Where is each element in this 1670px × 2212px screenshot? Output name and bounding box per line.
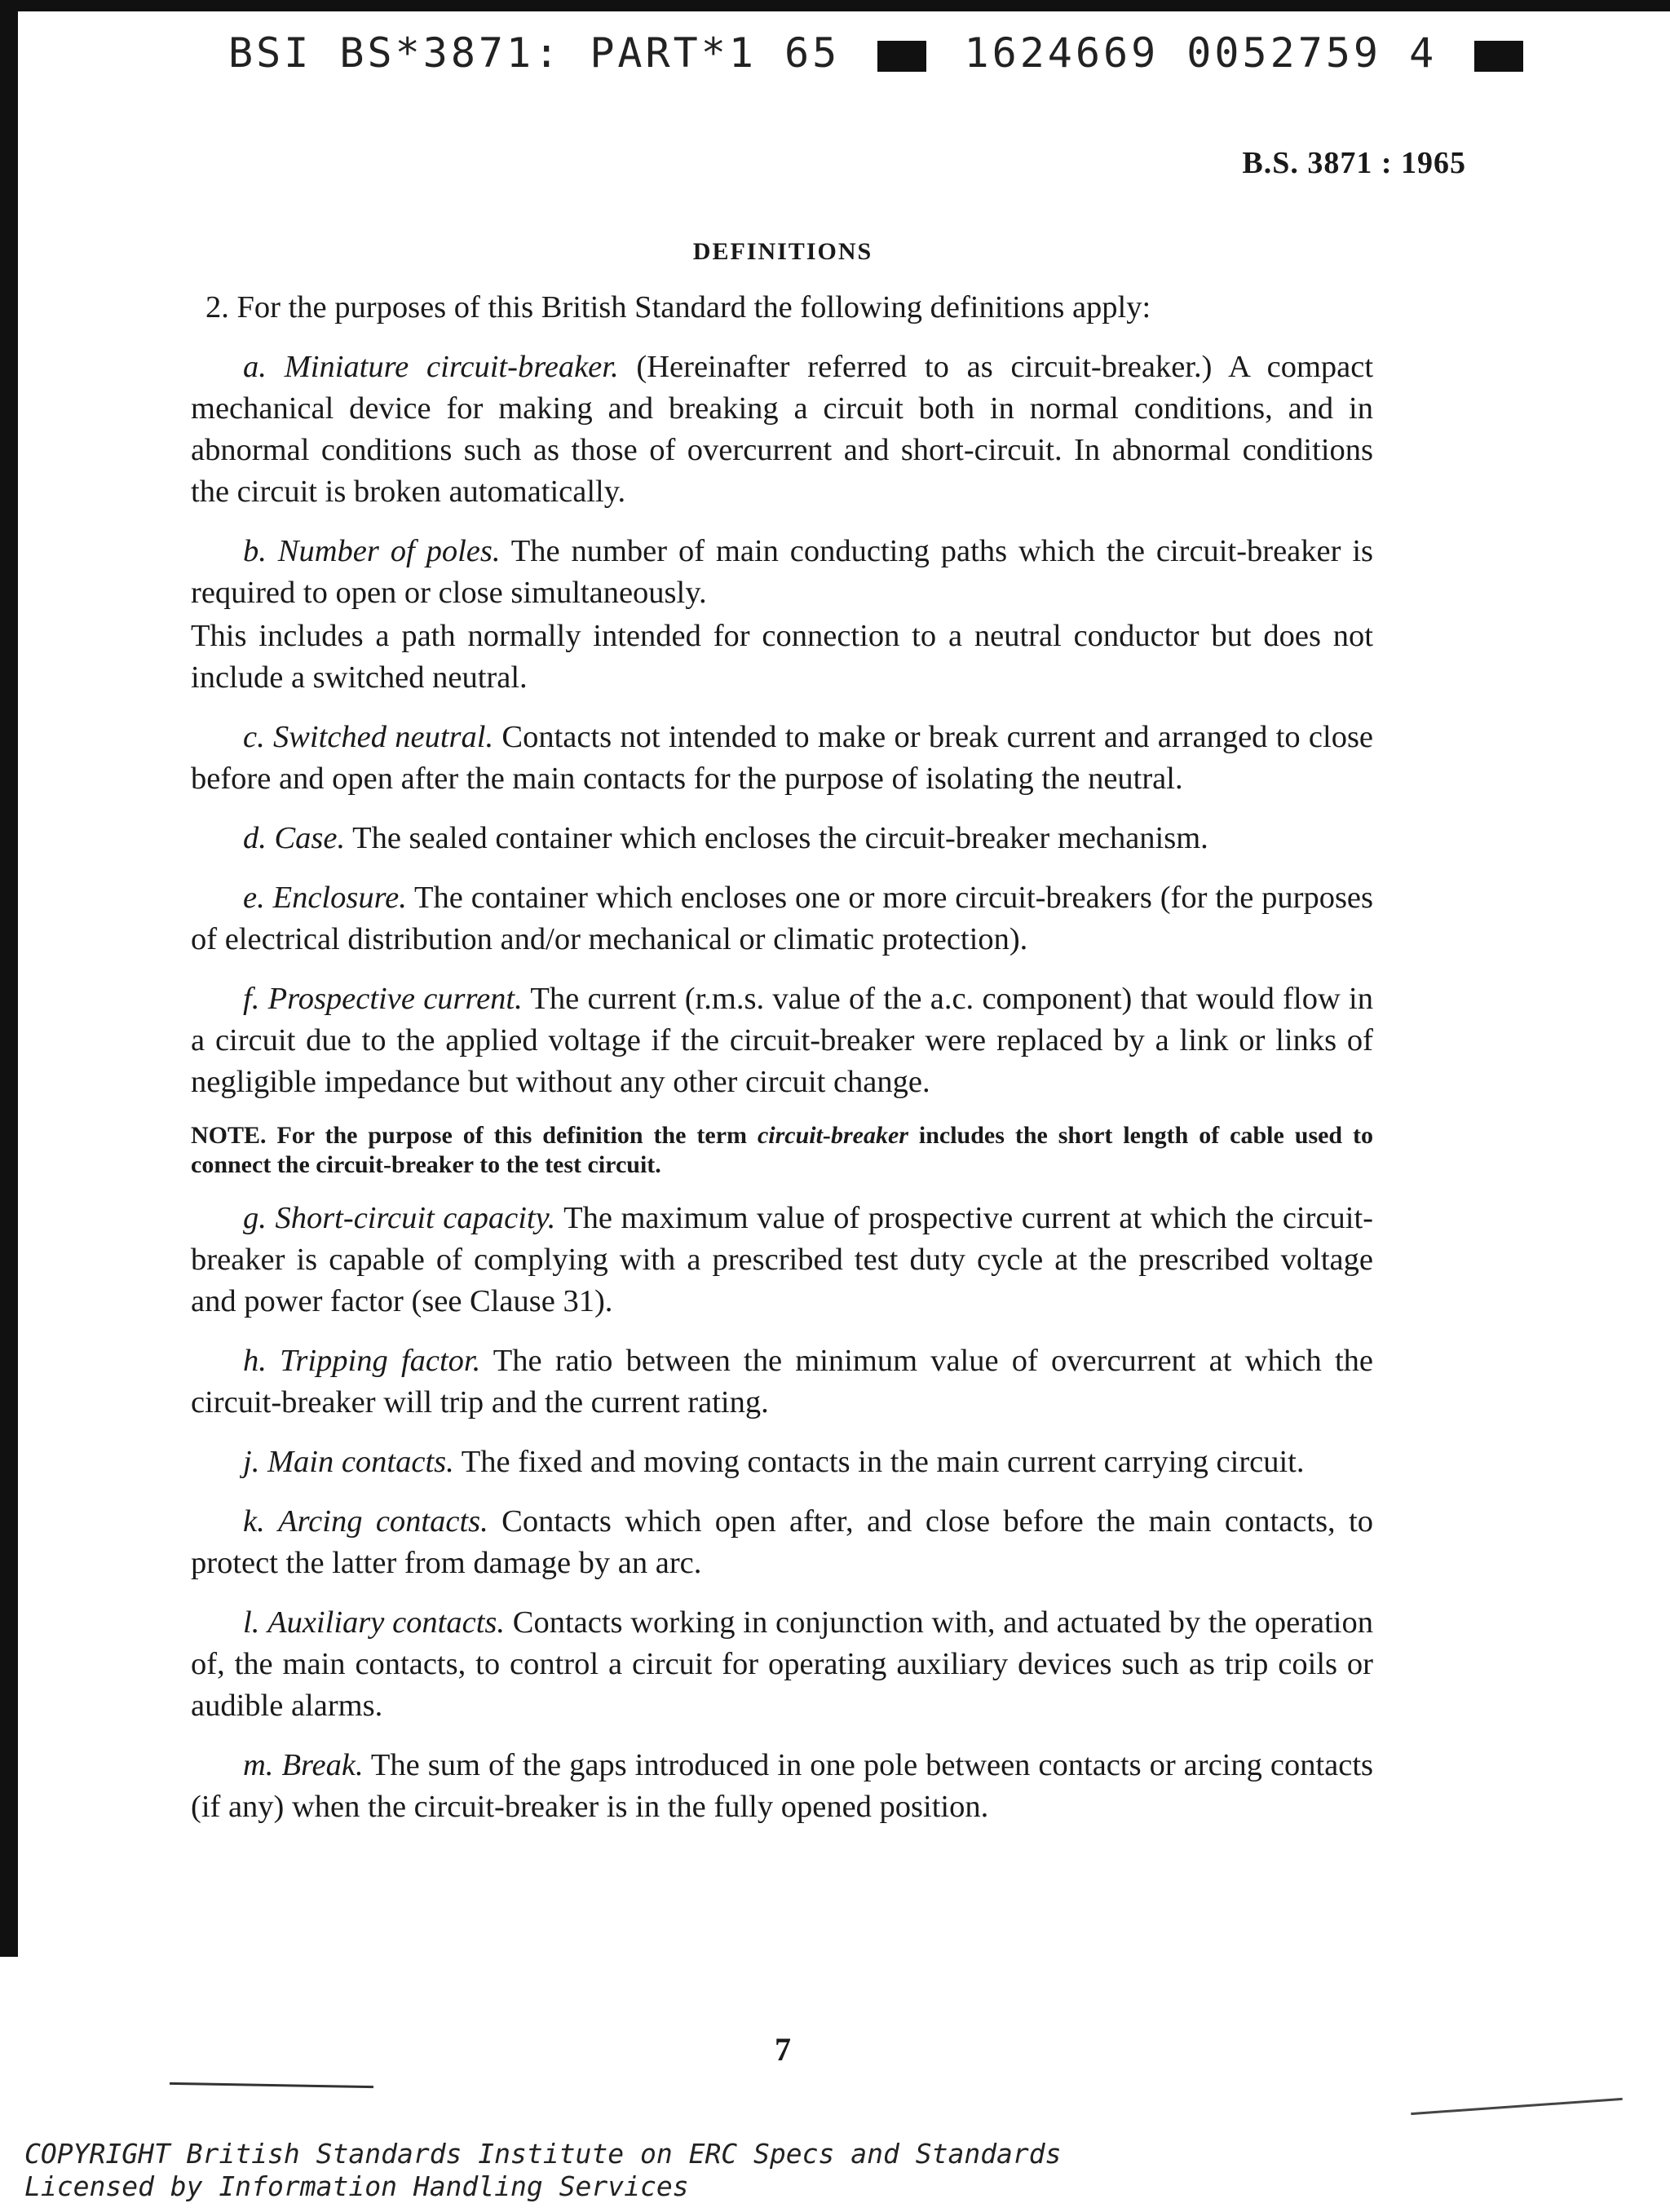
copyright-footer (24, 2138, 1062, 2203)
definition-term: Switched neutral. (273, 720, 494, 754)
definition-term: Main contacts. (267, 1445, 454, 1479)
definition-term: Prospective current. (267, 982, 523, 1016)
scan-mark (170, 2082, 373, 2088)
definition-g (191, 1198, 1373, 1322)
intro-paragraph: 2. For the purposes of this British Standard the following definitions apply: (205, 290, 1151, 325)
definition-b (191, 531, 1373, 614)
definition-term: Arcing contacts. (278, 1504, 488, 1539)
section-title: DEFINITIONS (692, 238, 873, 265)
definition-text: The maximum value of prospective current at which the circuit-breaker is capable of complying with a prescribed test duty cycle at the prescribed voltage and power factor (see Clause 31). (191, 1201, 1373, 1318)
footer-line-2: Licensed by Information Handling Services (24, 2170, 689, 2202)
definition-letter: d. (243, 821, 267, 855)
definition-l (191, 1602, 1373, 1727)
definition-text: The sum of the gaps introduced in one pole between contacts or arcing contacts (if any) when the circuit-breaker is in the fully opened position. (191, 1748, 1374, 1824)
definition-c (191, 717, 1373, 800)
definition-text: The sealed container which encloses the circuit-breaker mechanism. (352, 821, 1208, 855)
definition-letter: a. (243, 350, 267, 384)
definition-letter: k. (243, 1504, 265, 1539)
document-code-header (228, 29, 1533, 77)
definition-term: Auxiliary contacts. (267, 1605, 506, 1640)
note-label: NOTE. (191, 1122, 267, 1149)
note-text-before: For the purpose of this definition the term (276, 1122, 748, 1149)
definition-term: Short-circuit capacity. (275, 1201, 556, 1235)
definition-letter: g. (243, 1201, 267, 1235)
definition-m (191, 1745, 1373, 1828)
definition-letter: m. (243, 1748, 274, 1782)
scan-edge-bar (0, 0, 18, 1957)
footer-line-1: COPYRIGHT British Standards Institute on ERC Specs and Standards (24, 2138, 1062, 2170)
definition-letter: b. (243, 534, 267, 568)
definition-f (191, 978, 1373, 1103)
definition-h (191, 1340, 1373, 1424)
definition-text: The fixed and moving contacts in the main current carrying circuit. (461, 1445, 1305, 1479)
definition-j (191, 1442, 1373, 1483)
definition-text: Contacts working in conjunction with, and actuated by the operation of, the main contacts, to control a circuit for operating auxiliary devices such as trip coils or audible alarms. (191, 1605, 1374, 1723)
redaction-block-icon (877, 41, 926, 72)
definitions-body (191, 287, 1373, 1846)
definition-term: Enclosure. (272, 881, 407, 915)
standard-reference: B.S. 3871 : 1965 (1242, 146, 1466, 180)
definition-text: Contacts not intended to make or break current and arranged to close before and open after the main contacts for the purpose of isolating the neutral. (191, 720, 1374, 796)
definition-note (191, 1121, 1373, 1180)
definition-text: Contacts which open after, and close before the main contacts, to protect the latter from damage by an arc. (191, 1504, 1374, 1580)
definition-letter: h. (243, 1344, 267, 1378)
definition-term: Tripping factor. (280, 1344, 481, 1378)
definition-letter: l. (243, 1605, 260, 1640)
definition-letter: j. (243, 1445, 260, 1479)
note-term: circuit-breaker (757, 1122, 908, 1149)
note-text-after: includes the short length of cable used to connect the circuit-breaker to the test circuit. (191, 1122, 1374, 1178)
definition-term: Number of poles. (277, 534, 501, 568)
page-number: 7 (775, 2031, 791, 2068)
definition-b-continuation: This includes a path normally intended for connection to a neutral conductor but does not include a switched neutral. (191, 619, 1373, 695)
definition-a (191, 347, 1373, 513)
definition-text: The number of main conducting paths which the circuit-breaker is required to open or close simultaneously. (191, 534, 1374, 610)
definition-text: The container which encloses one or more circuit-breakers (for the purposes of electrical distribution and/or mechanical or climatic protection). (191, 881, 1373, 956)
definition-term: Break. (281, 1748, 364, 1782)
definition-letter: c. (243, 720, 265, 754)
definition-text: The current (r.m.s. value of the a.c. component) that would flow in a circuit due to the applied voltage if the circuit-breaker were replaced by a link or links of negligible impedance but without any other circuit change. (191, 982, 1373, 1099)
definition-k (191, 1501, 1373, 1584)
definition-e (191, 877, 1373, 960)
header-code-part2: 1624669 0052759 4 (964, 29, 1438, 77)
redaction-block-icon (1474, 41, 1523, 72)
definition-d (191, 818, 1373, 859)
definition-letter: e. (243, 881, 265, 915)
definition-term: Case. (274, 821, 346, 855)
definition-letter: f. (243, 982, 260, 1016)
definition-text: The ratio between the minimum value of overcurrent at which the circuit-breaker will trip and the current rating. (191, 1344, 1373, 1419)
top-rule (0, 0, 1670, 11)
definition-text: (Hereinafter referred to as circuit-breaker.) A compact mechanical device for making and breaking a circuit both in normal conditions, and in abnormal conditions such as those of overcurrent and short-circuit. In abnormal conditions the circuit is broken automatically. (191, 350, 1374, 509)
definition-term: Miniature circuit-breaker. (284, 350, 619, 384)
scan-mark (1411, 2098, 1623, 2115)
header-code-part1: BSI BS*3871: PART*1 65 (228, 29, 841, 77)
